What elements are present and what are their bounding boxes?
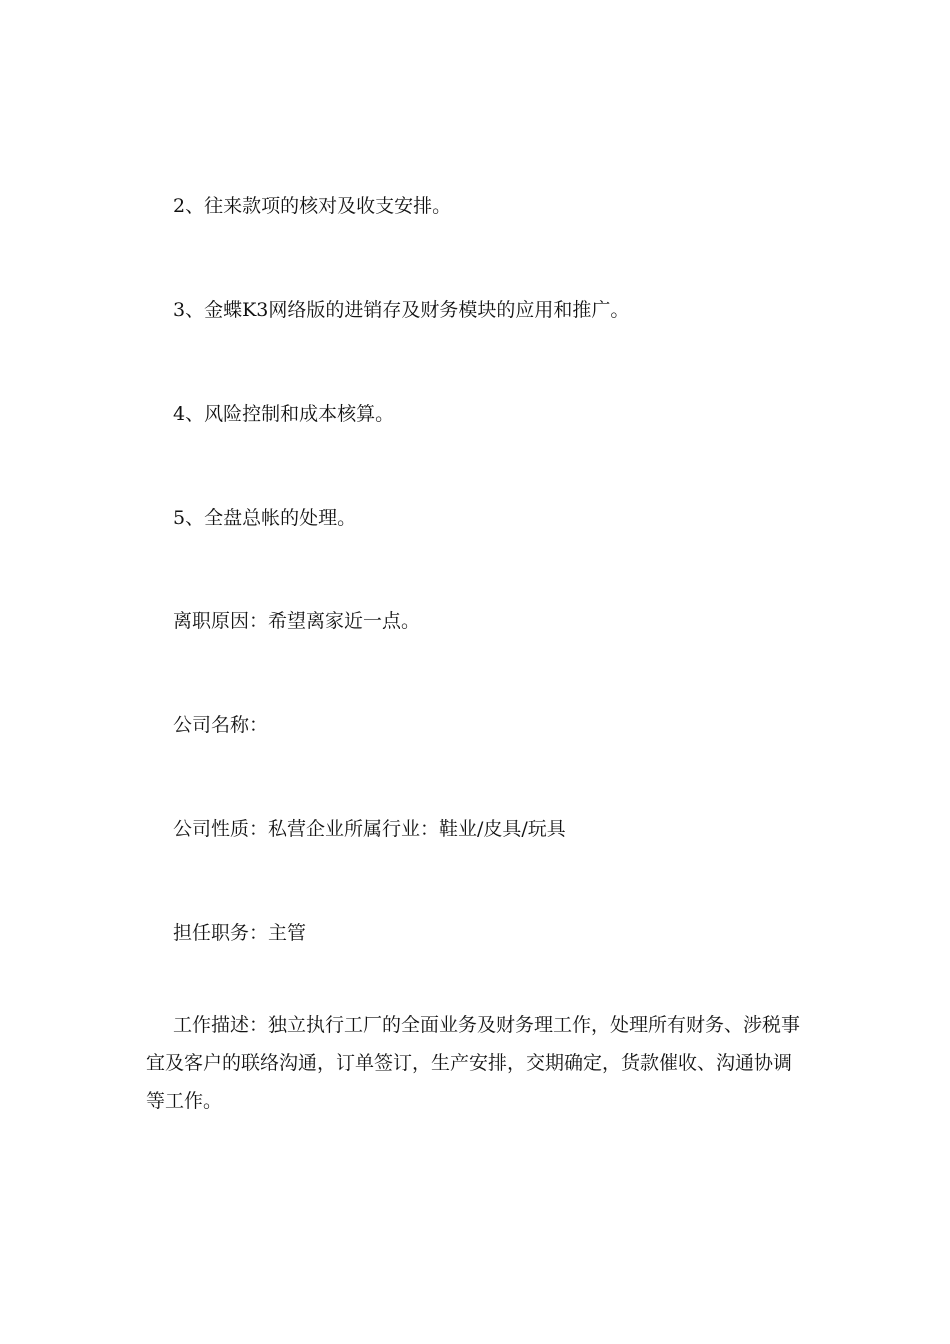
list-item: 3、金蝶K3网络版的进销存及财务模块的应用和推广。 <box>173 299 630 321</box>
list-item: 2、往来款项的核对及收支安排。 <box>173 195 452 217</box>
leave-reason-text: 离职原因：希望离家近一点。 <box>173 610 421 632</box>
list-item: 5、全盘总帐的处理。 <box>173 507 357 529</box>
job-description-line: 等工作。 <box>146 1090 223 1112</box>
position-text: 担任职务：主管 <box>173 922 307 944</box>
job-description-line: 工作描述：独立执行工厂的全面业务及财务理工作，处理所有财务、涉税事 <box>173 1014 801 1036</box>
list-item: 4、风险控制和成本核算。 <box>173 403 395 425</box>
job-description <box>146 1016 836 1111</box>
job-description-line: 宜及客户的联络沟通，订单签订，生产安排，交期确定，货款催收、沟通协调 <box>146 1052 793 1074</box>
company-name-label: 公司名称： <box>173 714 269 736</box>
company-nature-text: 公司性质：私营企业所属行业：鞋业/皮具/玩具 <box>173 818 566 840</box>
